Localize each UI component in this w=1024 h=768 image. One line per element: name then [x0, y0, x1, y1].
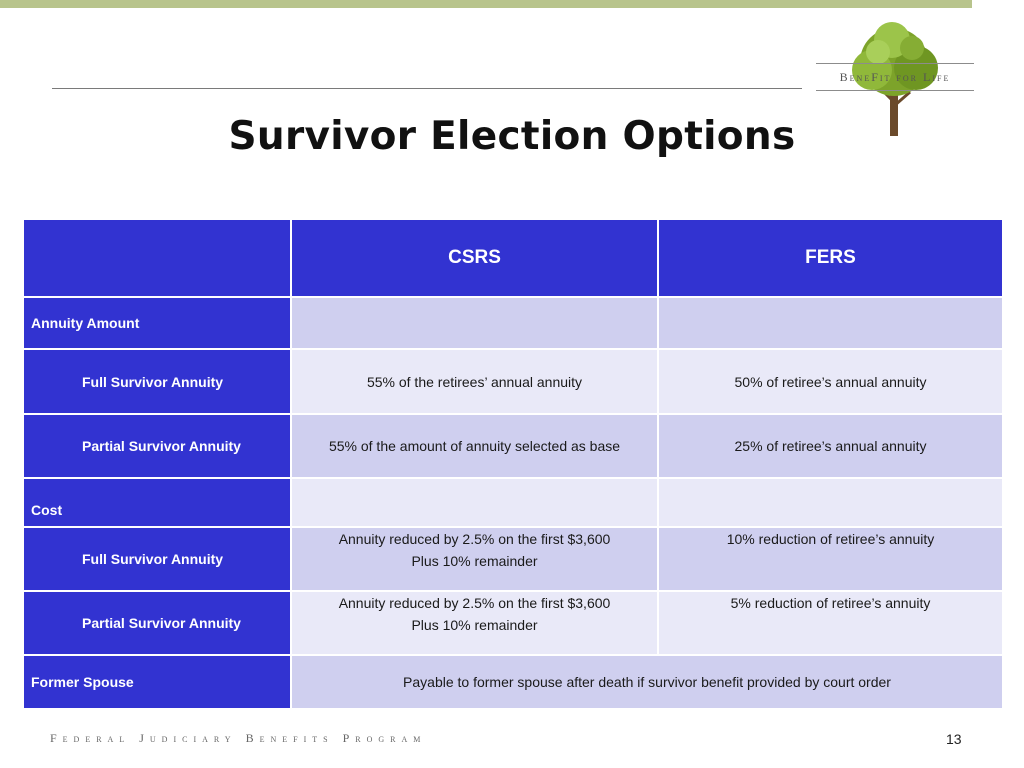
cell-line: Plus 10% remainder: [411, 617, 538, 633]
table-row: [23, 527, 1003, 591]
title-rule: [52, 88, 802, 89]
table-cell: [658, 478, 1003, 527]
table-cell: [291, 478, 658, 527]
logo-text: BeneFit for Life: [839, 70, 951, 84]
top-accent-band: [0, 0, 972, 8]
row-label: Full Survivor Annuity: [23, 527, 291, 591]
cell-line: Annuity reduced by 2.5% on the first $3,600: [338, 595, 611, 611]
table-row: [23, 655, 1003, 709]
table-cell: [658, 297, 1003, 349]
page-number: 13: [946, 731, 962, 747]
table-cell: [291, 297, 658, 349]
footer-program-name: Federal Judiciary Benefits Program: [50, 731, 427, 745]
table-cell: 55% of the retirees’ annual annuity: [291, 349, 658, 414]
table-row: [23, 297, 1003, 349]
survivor-options-table: [22, 218, 1004, 710]
slide-title: Survivor Election Options: [228, 114, 796, 159]
row-label: Partial Survivor Annuity: [23, 591, 291, 655]
logo-rule-bottom: [816, 90, 974, 91]
table-cell: [291, 527, 658, 591]
header-blank-cell: [23, 219, 291, 297]
cell-line: Plus 10% remainder: [411, 553, 538, 569]
table-row: [23, 414, 1003, 478]
table-cell: [291, 591, 658, 655]
section-label-annuity-amount: Annuity Amount: [23, 297, 291, 349]
row-label: Full Survivor Annuity: [23, 349, 291, 414]
table-cell: 25% of retiree’s annual annuity: [658, 414, 1003, 478]
column-header-fers: FERS: [658, 219, 1003, 297]
column-header-csrs: CSRS: [291, 219, 658, 297]
logo-rule-top: [816, 63, 974, 64]
table-row: [23, 349, 1003, 414]
table-cell: 55% of the amount of annuity selected as base: [291, 414, 658, 478]
merged-cell: Payable to former spouse after death if survivor benefit provided by court order: [291, 655, 1003, 709]
cell-line: Annuity reduced by 2.5% on the first $3,600: [338, 531, 611, 547]
table-header-row: [23, 219, 1003, 297]
section-label-former-spouse: Former Spouse: [23, 655, 291, 709]
section-label-cost: Cost: [23, 478, 291, 527]
table-cell: 5% reduction of retiree’s annuity: [658, 591, 1003, 655]
table-cell: 10% reduction of retiree’s annuity: [658, 527, 1003, 591]
table-cell: 50% of retiree’s annual annuity: [658, 349, 1003, 414]
table-row: [23, 478, 1003, 527]
row-label: Partial Survivor Annuity: [23, 414, 291, 478]
table-row: [23, 591, 1003, 655]
